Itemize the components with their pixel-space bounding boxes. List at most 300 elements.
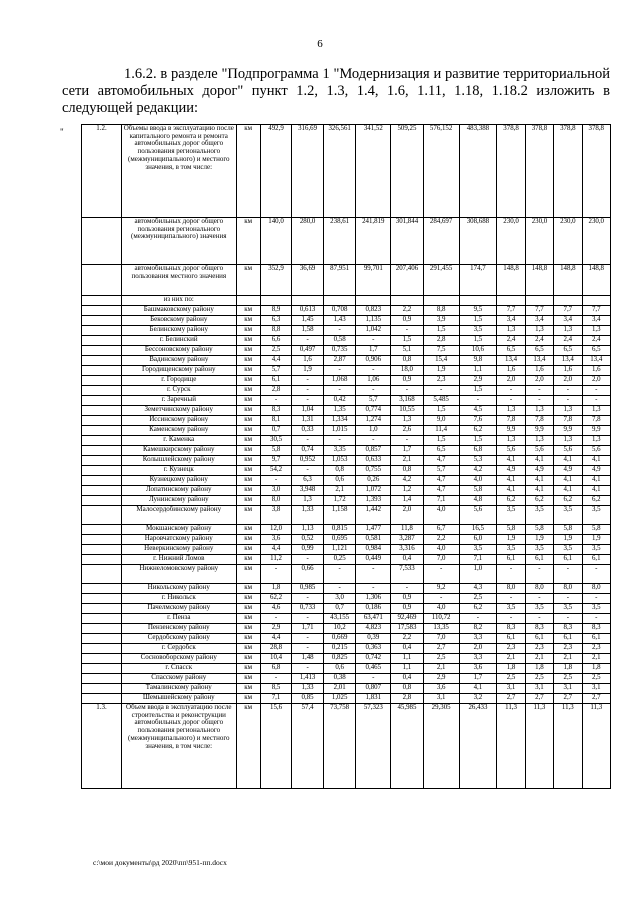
value-cell: 341,52 (356, 125, 391, 218)
row-number-cell (82, 506, 122, 525)
row-number-cell (82, 396, 122, 406)
unit-cell: км (236, 674, 260, 684)
value-cell: 3,5 (525, 506, 553, 525)
value-cell: 5,8 (459, 486, 497, 496)
value-cell: 3,0 (260, 486, 292, 496)
indicator-name-cell: Мокшанскому району (121, 525, 236, 535)
value-cell: 4,2 (391, 476, 424, 486)
value-cell: 6,5 (423, 446, 459, 456)
value-cell: 1,158 (323, 506, 356, 525)
value-cell: 1,5 (459, 386, 497, 396)
page-number: 6 (317, 38, 323, 50)
value-cell: 483,388 (459, 125, 497, 218)
value-cell: 1,43 (323, 316, 356, 326)
value-cell: - (582, 614, 610, 624)
value-cell: 1,042 (356, 326, 391, 336)
intro-text: 1.6.2. в разделе "Подпрограмма 1 "Модернизация и развитие территориальной сети автомобильных дорог" пункт 1.2, 1.3, 1.4, 1.6, 1.11, 1.18, 1.18.2 изложить в следующей редакции: (62, 66, 610, 116)
table-row (82, 545, 611, 555)
value-cell: 6,1 (260, 376, 292, 386)
value-cell: 576,152 (423, 125, 459, 218)
value-cell: 326,561 (323, 125, 356, 218)
value-cell: 3,2 (459, 694, 497, 704)
unit-cell: км (236, 584, 260, 594)
value-cell: - (356, 674, 391, 684)
value-cell: 1,7 (356, 346, 391, 356)
row-number-cell (82, 406, 122, 416)
value-cell: - (554, 594, 582, 604)
value-cell: - (323, 436, 356, 446)
value-cell: 4,1 (554, 486, 582, 496)
value-cell: 1,9 (292, 366, 324, 376)
value-cell: 3,5 (497, 545, 525, 555)
row-number-cell (82, 565, 122, 584)
unit-cell: км (236, 416, 260, 426)
value-cell: 11,4 (423, 426, 459, 436)
indicator-name-cell: г. Пенза (121, 614, 236, 624)
value-cell: 6,8 (459, 446, 497, 456)
value-cell: 1,5 (459, 316, 497, 326)
table-row (82, 664, 611, 674)
value-cell: 87,951 (323, 265, 356, 296)
indicator-name-cell: Белинскому району (121, 326, 236, 336)
value-cell: 230,0 (525, 218, 553, 265)
value-cell: 2,5 (554, 674, 582, 684)
value-cell: 1,04 (292, 406, 324, 416)
value-cell: 1,3 (391, 416, 424, 426)
unit-cell: км (236, 555, 260, 565)
value-cell: 6,2 (459, 426, 497, 436)
value-cell: 1,9 (582, 535, 610, 545)
unit-cell: км (236, 535, 260, 545)
value-cell: 1,8 (582, 664, 610, 674)
table-row (82, 446, 611, 456)
value-cell: 2,1 (554, 654, 582, 664)
value-cell: 2,2 (391, 634, 424, 644)
row-number-cell (82, 316, 122, 326)
value-cell: 1,025 (323, 694, 356, 704)
value-cell: - (292, 436, 324, 446)
value-cell: 2,5 (459, 594, 497, 604)
value-cell: 1,477 (356, 525, 391, 535)
indicator-name-cell: г. Белинский (121, 336, 236, 346)
unit-cell: км (236, 346, 260, 356)
value-cell: - (582, 594, 610, 604)
value-cell: 0,8 (391, 466, 424, 476)
value-cell: 4,3 (459, 584, 497, 594)
value-cell: 7,8 (554, 416, 582, 426)
table-row (82, 604, 611, 614)
table-row (82, 476, 611, 486)
indicator-name-cell: Сердобскому району (121, 634, 236, 644)
row-number-cell (82, 604, 122, 614)
value-cell: - (292, 594, 324, 604)
value-cell: 0,742 (356, 654, 391, 664)
value-cell: 6,0 (459, 535, 497, 545)
value-cell: 2,7 (525, 694, 553, 704)
value-cell: 8,3 (582, 624, 610, 634)
value-cell: 2,8 (423, 336, 459, 346)
value-cell: 1,9 (525, 535, 553, 545)
value-cell: 10,55 (391, 406, 424, 416)
table-row (82, 356, 611, 366)
row-number-cell (82, 326, 122, 336)
row-number-cell (82, 594, 122, 604)
row-number-cell (82, 356, 122, 366)
value-cell: 3,287 (391, 535, 424, 545)
value-cell: 5,6 (459, 506, 497, 525)
value-cell: 7,8 (582, 416, 610, 426)
value-cell: 2,87 (323, 356, 356, 366)
value-cell: 1,121 (323, 545, 356, 555)
value-cell: 3,316 (391, 545, 424, 555)
table-body (82, 125, 611, 789)
value-cell (554, 296, 582, 306)
row-number-cell (82, 535, 122, 545)
value-cell: 62,2 (260, 594, 292, 604)
value-cell: 8,3 (525, 624, 553, 634)
value-cell: 7,6 (459, 416, 497, 426)
value-cell: 0,465 (356, 664, 391, 674)
value-cell: 3,0 (323, 594, 356, 604)
value-cell: 1,3 (554, 436, 582, 446)
value-cell: 1,5 (391, 336, 424, 346)
unit-cell: км (236, 446, 260, 456)
row-number-cell (82, 555, 122, 565)
indicator-name-cell: г. Кузнецк (121, 466, 236, 476)
value-cell: 2,4 (582, 336, 610, 346)
value-cell: 4,1 (497, 476, 525, 486)
value-cell: 1,442 (356, 506, 391, 525)
value-cell: 4,1 (525, 486, 553, 496)
value-cell: 0,52 (292, 535, 324, 545)
unit-cell: км (236, 654, 260, 664)
value-cell: 6,2 (554, 496, 582, 506)
row-number-cell (82, 614, 122, 624)
table-row (82, 594, 611, 604)
value-cell: 1,068 (323, 376, 356, 386)
value-cell: 0,952 (292, 456, 324, 466)
value-cell: 2,0 (554, 376, 582, 386)
value-cell: 5,1 (391, 346, 424, 356)
value-cell: 0,363 (356, 644, 391, 654)
value-cell: 2,3 (423, 376, 459, 386)
value-cell: 1,5 (423, 436, 459, 446)
value-cell: 1,053 (323, 456, 356, 466)
indicator-name-cell: Нижнеломовскому району (121, 565, 236, 584)
unit-cell: км (236, 436, 260, 446)
value-cell: - (423, 386, 459, 396)
table-row (82, 614, 611, 624)
value-cell: 6,2 (497, 496, 525, 506)
value-cell: 1,31 (292, 416, 324, 426)
row-number-cell (82, 545, 122, 555)
value-cell: 1,0 (356, 426, 391, 436)
value-cell: - (260, 565, 292, 584)
value-cell: - (260, 674, 292, 684)
value-cell: 3,5 (525, 604, 553, 614)
value-cell: 4,9 (497, 466, 525, 476)
value-cell: - (260, 614, 292, 624)
unit-cell: км (236, 218, 260, 265)
value-cell: 5,6 (525, 446, 553, 456)
value-cell: 7,7 (554, 306, 582, 316)
unit-cell: км (236, 376, 260, 386)
value-cell: 1,3 (525, 326, 553, 336)
value-cell (391, 296, 424, 306)
value-cell: 1,1 (459, 366, 497, 376)
row-number-cell (82, 644, 122, 654)
value-cell: 2,0 (391, 506, 424, 525)
value-cell: 4,0 (423, 506, 459, 525)
indicator-name-cell: Пачелмскому району (121, 604, 236, 614)
value-cell: 4,4 (260, 356, 292, 366)
value-cell: 0,8 (323, 466, 356, 476)
value-cell: 9,7 (260, 456, 292, 466)
indicator-name-cell: г. Каменка (121, 436, 236, 446)
value-cell: - (323, 326, 356, 336)
value-cell: - (292, 466, 324, 476)
value-cell: 57,323 (356, 704, 391, 789)
value-cell: 2,5 (525, 674, 553, 684)
value-cell: 0,581 (356, 535, 391, 545)
value-cell: 0,25 (323, 555, 356, 565)
value-cell: 0,807 (356, 684, 391, 694)
value-cell: 2,7 (497, 694, 525, 704)
value-cell: 15,4 (423, 356, 459, 366)
indicator-name-cell: Камешкирскому району (121, 446, 236, 456)
indicator-name-cell: Лунинскому району (121, 496, 236, 506)
value-cell: 2,5 (582, 674, 610, 684)
table-row (82, 694, 611, 704)
value-cell: - (525, 594, 553, 604)
value-cell: 0,186 (356, 604, 391, 614)
value-cell: 378,8 (497, 125, 525, 218)
value-cell: 0,4 (391, 644, 424, 654)
indicator-name-cell: Бековскому району (121, 316, 236, 326)
value-cell (525, 296, 553, 306)
value-cell: - (292, 644, 324, 654)
value-cell: 4,0 (459, 476, 497, 486)
value-cell: 4,7 (423, 486, 459, 496)
value-cell: 17,583 (391, 624, 424, 634)
value-cell: 3,5 (554, 604, 582, 614)
value-cell: 13,4 (554, 356, 582, 366)
value-cell: 1,3 (497, 406, 525, 416)
value-cell: 2,1 (582, 654, 610, 664)
value-cell: 2,0 (497, 376, 525, 386)
value-cell: 13,4 (582, 356, 610, 366)
value-cell: 1,8 (497, 664, 525, 674)
value-cell: - (525, 565, 553, 584)
value-cell: - (323, 584, 356, 594)
value-cell (323, 296, 356, 306)
value-cell: 5,6 (497, 446, 525, 456)
value-cell: 378,8 (582, 125, 610, 218)
value-cell: 1,3 (525, 436, 553, 446)
value-cell: - (323, 366, 356, 376)
value-cell: 1,413 (292, 674, 324, 684)
unit-cell: км (236, 466, 260, 476)
value-cell: 0,984 (356, 545, 391, 555)
value-cell: 3,1 (497, 684, 525, 694)
value-cell: 1,0 (459, 565, 497, 584)
value-cell: 4,1 (554, 476, 582, 486)
unit-cell: км (236, 426, 260, 436)
table-row (82, 336, 611, 346)
value-cell (260, 296, 292, 306)
value-cell: 0,695 (323, 535, 356, 545)
value-cell: 4,5 (459, 406, 497, 416)
value-cell: - (582, 565, 610, 584)
value-cell: 9,9 (497, 426, 525, 436)
value-cell: 0,735 (323, 346, 356, 356)
value-cell: 6,7 (423, 525, 459, 535)
value-cell: 8,0 (582, 584, 610, 594)
indicator-name-cell: Тамалинскому району (121, 684, 236, 694)
value-cell: 1,3 (497, 436, 525, 446)
table-row (82, 436, 611, 446)
value-cell: 0,613 (292, 306, 324, 316)
value-cell: 2,9 (423, 674, 459, 684)
value-cell: 4,1 (582, 486, 610, 496)
indicator-name-cell: из них по: (121, 296, 236, 306)
value-cell: 6,1 (525, 634, 553, 644)
unit-cell: км (236, 614, 260, 624)
value-cell: 0,8 (391, 684, 424, 694)
row-number-cell (82, 346, 122, 356)
value-cell: 3,5 (497, 506, 525, 525)
value-cell: 2,1 (525, 654, 553, 664)
value-cell (459, 296, 497, 306)
value-cell: 18,0 (391, 366, 424, 376)
value-cell: 6,2 (525, 496, 553, 506)
value-cell: 4,9 (554, 466, 582, 476)
row-number-cell (82, 376, 122, 386)
value-cell: 57,4 (292, 704, 324, 789)
unit-cell: км (236, 644, 260, 654)
indicator-name-cell: автомобильных дорог общего пользования регионального (межмуниципального) значения (121, 218, 236, 265)
value-cell: - (554, 396, 582, 406)
value-cell: 0,9 (391, 316, 424, 326)
value-cell: 1,8 (554, 664, 582, 674)
value-cell: 8,8 (260, 326, 292, 336)
value-cell: 5,6 (554, 446, 582, 456)
value-cell: 4,1 (525, 456, 553, 466)
value-cell: 0,985 (292, 584, 324, 594)
unit-cell: км (236, 456, 260, 466)
value-cell: - (497, 565, 525, 584)
value-cell: 1,274 (356, 416, 391, 426)
table-row (82, 218, 611, 265)
table-row (82, 634, 611, 644)
table-row (82, 466, 611, 476)
table-row (82, 265, 611, 296)
value-cell (356, 296, 391, 306)
value-cell: 36,69 (292, 265, 324, 296)
unit-cell: км (236, 366, 260, 376)
table-row (82, 376, 611, 386)
value-cell: 0,9 (391, 604, 424, 614)
value-cell: 2,3 (497, 644, 525, 654)
value-cell: - (356, 386, 391, 396)
value-cell: - (423, 594, 459, 604)
unit-cell: км (236, 125, 260, 218)
indicator-name-cell: Шемышейскому району (121, 694, 236, 704)
value-cell: 5,8 (554, 525, 582, 535)
value-cell: 1,4 (391, 496, 424, 506)
value-cell: 1,072 (356, 486, 391, 496)
value-cell: 3,35 (323, 446, 356, 456)
indicator-name-cell: г. Городище (121, 376, 236, 386)
value-cell: - (554, 614, 582, 624)
value-cell: 1,1 (391, 664, 424, 674)
value-cell: 230,0 (582, 218, 610, 265)
indicator-name-cell: автомобильных дорог общего пользования местного значения (121, 265, 236, 296)
value-cell: 4,4 (260, 634, 292, 644)
indicator-name-cell: Бессоновскому району (121, 346, 236, 356)
value-cell: - (582, 386, 610, 396)
unit-cell: км (236, 265, 260, 296)
value-cell: 230,0 (554, 218, 582, 265)
value-cell: 1,3 (582, 436, 610, 446)
value-cell: - (582, 396, 610, 406)
value-cell: 6,5 (525, 346, 553, 356)
value-cell: - (391, 436, 424, 446)
value-cell: 29,305 (423, 704, 459, 789)
value-cell: 352,9 (260, 265, 292, 296)
value-cell: 5,8 (525, 525, 553, 535)
table-row (82, 496, 611, 506)
value-cell: 11,3 (582, 704, 610, 789)
value-cell: 0,74 (292, 446, 324, 456)
value-cell: 5,7 (423, 466, 459, 476)
value-cell: 1,58 (292, 326, 324, 336)
row-number-cell (82, 296, 122, 306)
value-cell: 7,7 (497, 306, 525, 316)
value-cell: 7,1 (260, 694, 292, 704)
value-cell: 2,5 (497, 674, 525, 684)
value-cell: 1,45 (292, 316, 324, 326)
value-cell: - (356, 584, 391, 594)
value-cell: 13,4 (525, 356, 553, 366)
value-cell: - (391, 386, 424, 396)
value-cell: - (459, 396, 497, 406)
value-cell: 492,9 (260, 125, 292, 218)
unit-cell: км (236, 684, 260, 694)
value-cell: 8,8 (423, 306, 459, 316)
table-row (82, 366, 611, 376)
value-cell (292, 296, 324, 306)
indicator-name-cell: Наровчатскому району (121, 535, 236, 545)
value-cell: 7,7 (525, 306, 553, 316)
value-cell: 1,3 (292, 496, 324, 506)
value-cell: 4,8 (459, 496, 497, 506)
value-cell: 1,6 (292, 356, 324, 366)
value-cell: 3,5 (554, 506, 582, 525)
table-row (82, 326, 611, 336)
value-cell: 0,633 (356, 456, 391, 466)
value-cell: 4,0 (423, 604, 459, 614)
value-cell: 3,5 (582, 545, 610, 555)
unit-cell: км (236, 496, 260, 506)
value-cell: 5,7 (356, 396, 391, 406)
value-cell: 99,701 (356, 265, 391, 296)
value-cell: 3,5 (497, 604, 525, 614)
value-cell: 0,85 (292, 694, 324, 704)
value-cell: 4,4 (260, 545, 292, 555)
value-cell: 3,9 (423, 316, 459, 326)
value-cell: 2,2 (423, 535, 459, 545)
